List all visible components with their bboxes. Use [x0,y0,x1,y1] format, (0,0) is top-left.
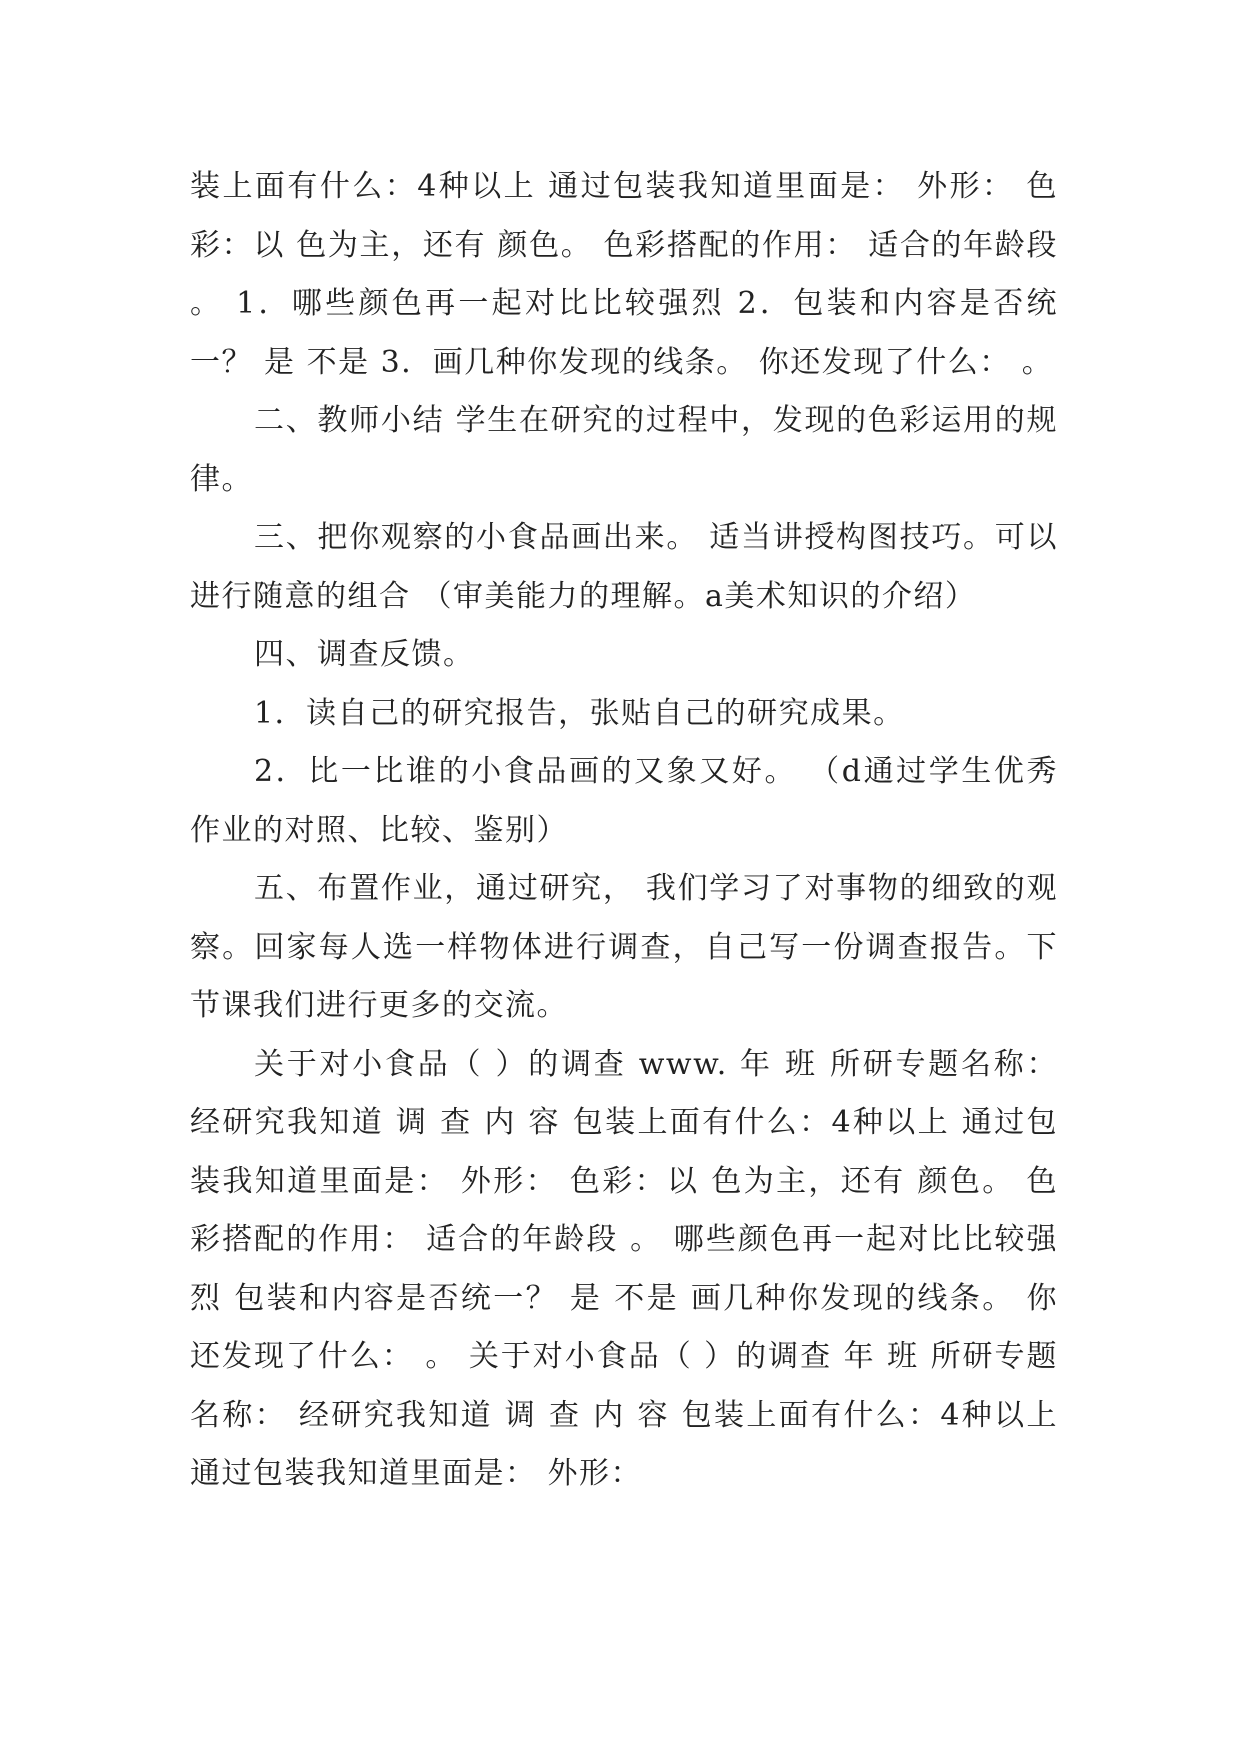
paragraph-packaging-survey-continued: 装上面有什么：4种以上 通过包装我知道里面是： 外形： 色彩：以 色为主，还有 颜色。 色彩搭配的作用： 适合的年龄段 。 1．哪些颜色再一起对比比较强烈 2．包装和内容是否统一？ 是 不是 3．画几种你发现的线条。 你还发现了什么： 。 [190,169,1058,380]
paragraph-feedback-item-1: 1．读自己的研究报告，张贴自己的研究成果。 [254,695,905,731]
paragraph-teacher-summary: 二、教师小结 学生在研究的过程中，发现的色彩运用的规律。 [190,403,1058,497]
paragraph-draw-snacks: 三、把你观察的小食品画出来。 适当讲授构图技巧。可以进行随意的组合 （审美能力的理解。a美术知识的介绍） [190,520,1058,614]
paragraph-survey-feedback-heading: 四、调查反馈。 [254,637,475,672]
paragraph-homework: 五、布置作业，通过研究， 我们学习了对事物的细致的观察。回家每人选一样物体进行调查，自己写一份调查报告。下节课我们进行更多的交流。 [190,871,1058,1023]
paragraph-survey-form: 关于对小食品（ ）的调查 www. 年 班 所研专题名称： 经研究我知道 调 查 内 容 包装上面有什么：4种以上 通过包装我知道里面是： 外形： 色彩：以 色为主，还有 颜色。 色彩搭配的作用： 适合的年龄段 。 哪些颜色再一起对比比较强烈 包装和内容是否统一？ 是 不是 画几种你发现的线条。 你还发现了什么： 。 关于对小食品（ ）的调查 年 班 所研专题名称： 经研究我知道 调 查 内 容 包装上面有什么：4种以上 通过包装我知道里面是： 外形： [190,1046,1058,1491]
document-body [190,158,1058,1504]
paragraph-feedback-item-2: 2．比一比谁的小食品画的又象又好。 （d通过学生优秀作业的对照、比较、鉴别） [190,754,1058,848]
